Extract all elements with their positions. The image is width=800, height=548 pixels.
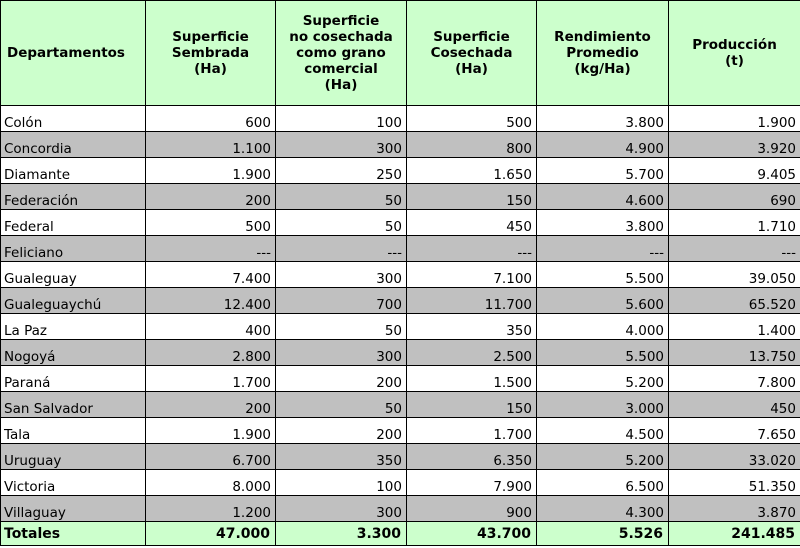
table-row [1,236,800,262]
value-cell-superficie-sembrada: 6.700 [146,444,276,470]
value-cell-superficie-sembrada: 1.100 [146,132,276,158]
column-header-line: (kg/Ha) [574,61,631,77]
total-cell-produccion: 241.485 [669,522,800,546]
value-cell-superficie-sembrada: 400 [146,314,276,340]
column-header-line: (Ha) [455,61,488,77]
department-name-cell: Colón [1,106,146,132]
value-cell-produccion: 450 [669,392,800,418]
value-cell-superficie-no-cosechada: 200 [276,366,407,392]
value-cell-produccion: 39.050 [669,262,800,288]
column-header-line: no cosechada [289,29,393,45]
table-row [1,314,800,340]
value-cell-rendimiento-promedio: 5.600 [537,288,669,314]
table-row [1,366,800,392]
value-cell-superficie-sembrada: 12.400 [146,288,276,314]
department-name-cell: Federación [1,184,146,210]
value-cell-rendimiento-promedio: 4.000 [537,314,669,340]
value-cell-produccion: 51.350 [669,470,800,496]
value-cell-produccion: 65.520 [669,288,800,314]
table-row [1,418,800,444]
value-cell-superficie-cosechada: 7.900 [407,470,537,496]
table-header [1,1,800,106]
totals-row [1,522,800,546]
column-header-departamentos [1,1,146,106]
value-cell-produccion: 7.800 [669,366,800,392]
value-cell-produccion: 3.870 [669,496,800,522]
totals-label: Totales [1,522,146,546]
value-cell-rendimiento-promedio: 6.500 [537,470,669,496]
column-header-line: comercial [304,61,378,77]
column-header-line: Departamentos [7,45,125,61]
value-cell-superficie-cosechada: 450 [407,210,537,236]
total-cell-superficie-sembrada: 47.000 [146,522,276,546]
value-cell-rendimiento-promedio: 4.600 [537,184,669,210]
table-row [1,470,800,496]
value-cell-rendimiento-promedio: 3.000 [537,392,669,418]
value-cell-superficie-no-cosechada: 50 [276,392,407,418]
department-name-cell: Villaguay [1,496,146,522]
value-cell-rendimiento-promedio: 3.800 [537,210,669,236]
value-cell-superficie-cosechada: 350 [407,314,537,340]
value-cell-produccion: 1.710 [669,210,800,236]
value-cell-superficie-cosechada: 7.100 [407,262,537,288]
value-cell-superficie-cosechada: 150 [407,184,537,210]
value-cell-superficie-no-cosechada: 200 [276,418,407,444]
value-cell-produccion: 3.920 [669,132,800,158]
value-cell-superficie-sembrada: 200 [146,392,276,418]
column-header-line: Cosechada [430,45,513,61]
column-header-line: Producción [692,37,777,53]
department-name-cell: Uruguay [1,444,146,470]
department-name-cell: Nogoyá [1,340,146,366]
total-cell-superficie-no-cosechada: 3.300 [276,522,407,546]
column-header-line: (t) [725,53,744,69]
value-cell-superficie-sembrada: 600 [146,106,276,132]
value-cell-superficie-sembrada: 1.700 [146,366,276,392]
column-header-superficie-sembrada [146,1,276,106]
department-name-cell: Paraná [1,366,146,392]
table-row [1,340,800,366]
value-cell-rendimiento-promedio: 5.200 [537,444,669,470]
column-header-line: (Ha) [194,61,227,77]
value-cell-superficie-sembrada: 7.400 [146,262,276,288]
value-cell-superficie-no-cosechada: 100 [276,470,407,496]
column-header-line: Superficie [302,13,380,29]
value-cell-rendimiento-promedio: 5.500 [537,262,669,288]
table-row [1,444,800,470]
value-cell-produccion: 33.020 [669,444,800,470]
value-cell-superficie-no-cosechada: 300 [276,340,407,366]
column-header-superficie-cosechada [407,1,537,106]
table-row [1,262,800,288]
value-cell-superficie-sembrada: 1.900 [146,158,276,184]
value-cell-superficie-cosechada: 150 [407,392,537,418]
department-name-cell: Feliciano [1,236,146,262]
department-name-cell: Tala [1,418,146,444]
value-cell-superficie-cosechada: 1.500 [407,366,537,392]
value-cell-produccion: 9.405 [669,158,800,184]
table-row [1,496,800,522]
value-cell-superficie-no-cosechada: 50 [276,210,407,236]
value-cell-superficie-sembrada: 1.900 [146,418,276,444]
value-cell-superficie-sembrada: 8.000 [146,470,276,496]
column-header-line: como grano [296,45,386,61]
value-cell-superficie-cosechada: 500 [407,106,537,132]
value-cell-produccion: 1.900 [669,106,800,132]
value-cell-rendimiento-promedio: 5.200 [537,366,669,392]
value-cell-rendimiento-promedio: 4.500 [537,418,669,444]
column-header-line: Superficie [433,29,510,45]
table-row [1,158,800,184]
department-name-cell: Diamante [1,158,146,184]
total-cell-rendimiento-promedio: 5.526 [537,522,669,546]
table-row [1,132,800,158]
department-name-cell: Gualeguaychú [1,288,146,314]
value-cell-superficie-no-cosechada: 50 [276,184,407,210]
department-name-cell: Victoria [1,470,146,496]
value-cell-produccion: 690 [669,184,800,210]
table-row [1,210,800,236]
value-cell-superficie-cosechada: 11.700 [407,288,537,314]
value-cell-rendimiento-promedio: 5.500 [537,340,669,366]
column-header-rendimiento-promedio [537,1,669,106]
table-row [1,106,800,132]
value-cell-superficie-cosechada: 1.650 [407,158,537,184]
column-header-line: Sembrada [171,45,250,61]
department-name-cell: Federal [1,210,146,236]
value-cell-superficie-sembrada: 2.800 [146,340,276,366]
value-cell-superficie-cosechada: 800 [407,132,537,158]
column-header-superficie-no-cosechada [276,1,407,106]
value-cell-produccion: --- [669,236,800,262]
table-row [1,184,800,210]
value-cell-superficie-no-cosechada: --- [276,236,407,262]
value-cell-superficie-sembrada: --- [146,236,276,262]
table-row [1,288,800,314]
department-name-cell: La Paz [1,314,146,340]
column-header-line: Rendimiento [554,29,651,45]
value-cell-produccion: 1.400 [669,314,800,340]
table-body [1,106,800,522]
value-cell-rendimiento-promedio: 4.300 [537,496,669,522]
value-cell-rendimiento-promedio: --- [537,236,669,262]
value-cell-superficie-no-cosechada: 700 [276,288,407,314]
value-cell-superficie-cosechada: 1.700 [407,418,537,444]
department-name-cell: Gualeguay [1,262,146,288]
value-cell-superficie-no-cosechada: 300 [276,132,407,158]
value-cell-rendimiento-promedio: 3.800 [537,106,669,132]
value-cell-produccion: 7.650 [669,418,800,444]
value-cell-superficie-no-cosechada: 50 [276,314,407,340]
value-cell-superficie-sembrada: 200 [146,184,276,210]
value-cell-superficie-cosechada: --- [407,236,537,262]
department-name-cell: San Salvador [1,392,146,418]
total-cell-superficie-cosechada: 43.700 [407,522,537,546]
value-cell-superficie-cosechada: 900 [407,496,537,522]
value-cell-superficie-no-cosechada: 300 [276,262,407,288]
column-header-line: (Ha) [324,77,358,93]
value-cell-produccion: 13.750 [669,340,800,366]
value-cell-superficie-sembrada: 500 [146,210,276,236]
column-header-produccion [669,1,800,106]
value-cell-superficie-no-cosechada: 350 [276,444,407,470]
value-cell-rendimiento-promedio: 4.900 [537,132,669,158]
column-header-line: Promedio [566,45,639,61]
column-header-line: Superficie [172,29,249,45]
value-cell-rendimiento-promedio: 5.700 [537,158,669,184]
value-cell-superficie-no-cosechada: 250 [276,158,407,184]
value-cell-superficie-no-cosechada: 100 [276,106,407,132]
header-row [1,1,800,106]
value-cell-superficie-cosechada: 2.500 [407,340,537,366]
value-cell-superficie-no-cosechada: 300 [276,496,407,522]
table-footer [1,522,800,546]
value-cell-superficie-cosechada: 6.350 [407,444,537,470]
table-row [1,392,800,418]
department-name-cell: Concordia [1,132,146,158]
value-cell-superficie-sembrada: 1.200 [146,496,276,522]
